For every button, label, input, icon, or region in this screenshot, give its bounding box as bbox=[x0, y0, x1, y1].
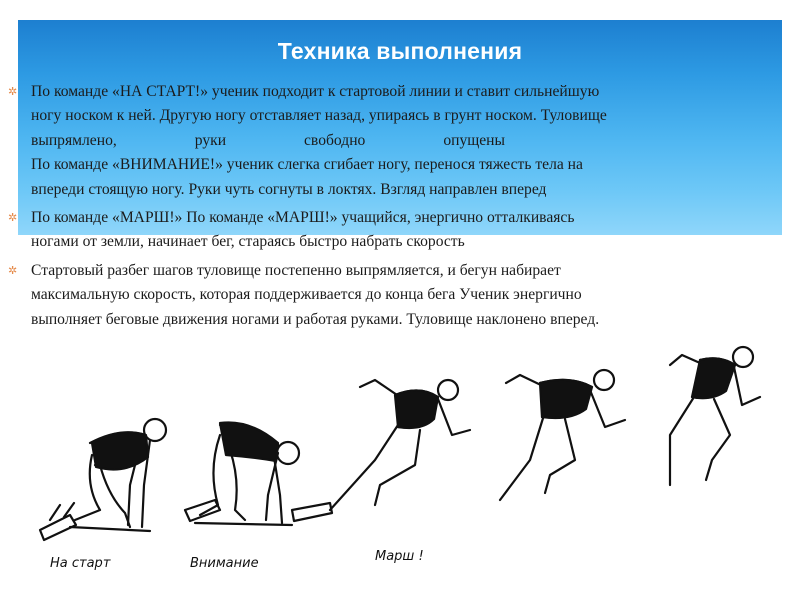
text-line: По команде «НА СТАРТ!» ученик подходит к стартовой линии и ставит сильнейшую bbox=[31, 83, 600, 100]
text-line: По команде «МАРШ!» По команде «МАРШ!» учащийся, энергично отталкиваясь bbox=[31, 209, 575, 227]
text-line: впереди стоящую ногу. Руки чуть согнуты в локтях. Взгляд направлен вперед bbox=[31, 180, 547, 198]
text-line: Стартовый разбег шагов туловище постепенно выпрямляется, и бегун набирает bbox=[31, 261, 561, 279]
runner-jersey bbox=[220, 422, 278, 461]
text-line: выполняет беговые движения ногами и работая руками. Туловище наклонено вперед. bbox=[31, 310, 600, 328]
star-bullet-icon: ✲ bbox=[8, 211, 18, 225]
text-line: По команде «ВНИМАНИЕ!» ученик слегка сгибает ногу, перенося тяжесть тела на bbox=[31, 156, 583, 174]
runner-jersey bbox=[692, 358, 735, 398]
star-bullet-icon: ✲ bbox=[8, 85, 18, 98]
paragraph-on-your-marks bbox=[8, 80, 770, 202]
slide-title: Техника выполнения bbox=[277, 38, 523, 64]
caption-set: Внимание bbox=[190, 556, 259, 571]
caption-on-your-marks: На старт bbox=[50, 556, 111, 571]
sprint-start-illustration bbox=[30, 335, 780, 585]
runner-jersey bbox=[92, 432, 148, 469]
text-line: ногами от земли, начинает бег, стараясь быстро набрать скорость bbox=[31, 233, 465, 251]
paragraph-acceleration bbox=[8, 259, 770, 332]
text-line: выпрямлено, руки свободно опущены bbox=[31, 131, 506, 149]
runner-jersey bbox=[395, 390, 438, 428]
runner-go-push-off bbox=[292, 380, 470, 521]
slide-body bbox=[8, 80, 770, 336]
paragraph-go bbox=[8, 206, 770, 255]
text-line: ногу носком к ней. Другую ногу отставляет назад, упираясь в грунт носком. Туловище bbox=[31, 107, 607, 125]
caption-go: Марш ! bbox=[375, 549, 424, 564]
runner-jersey bbox=[540, 380, 592, 418]
text-line: максимальную скорость, которая поддерживается до конца бега Ученик энергично bbox=[31, 286, 582, 304]
star-bullet-icon: ✲ bbox=[8, 263, 18, 277]
